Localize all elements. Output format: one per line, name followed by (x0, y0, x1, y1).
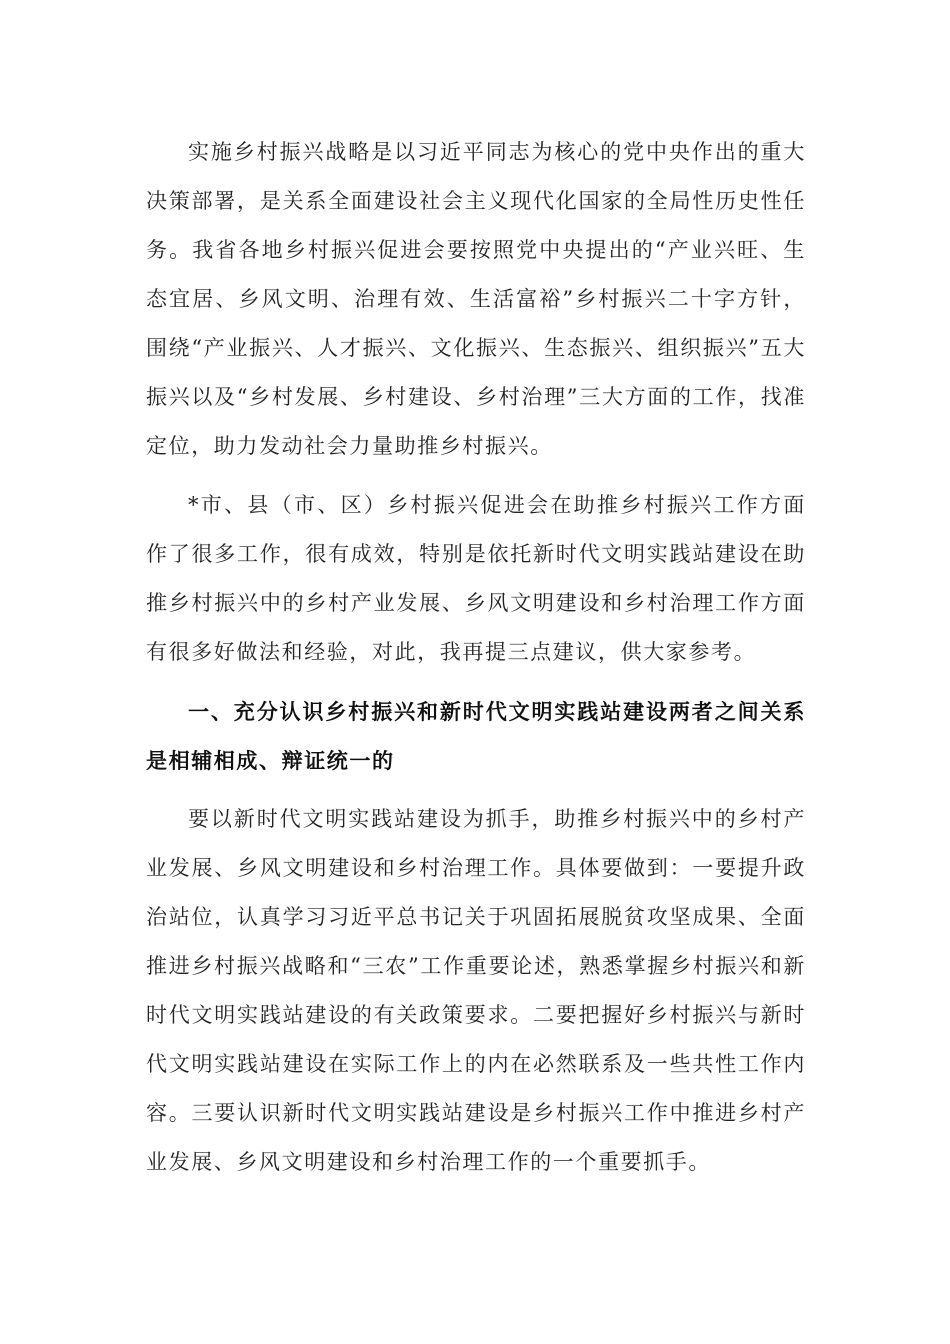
paragraph-section-one-body: 要以新时代文明实践站建设为抓手，助推乡村振兴中的乡村产业发展、乡风文明建设和乡村治理工作。具体要做到：一要提升政治站位，认真学习习近平总书记关于巩固拓展脱贫攻坚成果、全面推进乡村振兴战略和“三农”工作重要论述，熟悉掌握乡村振兴和新时代文明实践站建设的有关政策要求。二要把握好乡村振兴与新时代文明实践站建设在实际工作上的内在必然联系及一些共性工作内容。三要认识新时代文明实践站建设是乡村振兴工作中推进乡村产业发展、乡风文明建设和乡村治理工作的一个重要抓手。 (146, 807, 806, 1174)
document-body (146, 128, 806, 1187)
paragraph-intro: 实施乡村振兴战略是以习近平同志为核心的党中央作出的重大决策部署，是关系全面建设社会主义现代化国家的全局性历史性任务。我省各地乡村振兴促进会要按照党中央提出的“产业兴旺、生态宜居、乡风文明、治理有效、生活富裕”乡村振兴二十字方针，围绕“产业振兴、人才振兴、文化振兴、生态振兴、组织振兴”五大振兴以及“乡村发展、乡村建设、乡村治理”三大方面的工作，找准定位，助力发动社会力量助推乡村振兴。 (146, 140, 806, 458)
section-heading-one: 一、充分认识乡村振兴和新时代文明实践站建设两者之间关系是相辅相成、辩证统一的 (146, 699, 806, 773)
paragraph-local-work: *市、县（市、区）乡村振兴促进会在助推乡村振兴工作方面作了很多工作，很有成效，特别是依托新时代文明实践站建设在助推乡村振兴中的乡村产业发展、乡风文明建设和乡村治理工作方面有很多好做法和经验，对此，我再提三点建议，供大家参考。 (146, 493, 806, 664)
